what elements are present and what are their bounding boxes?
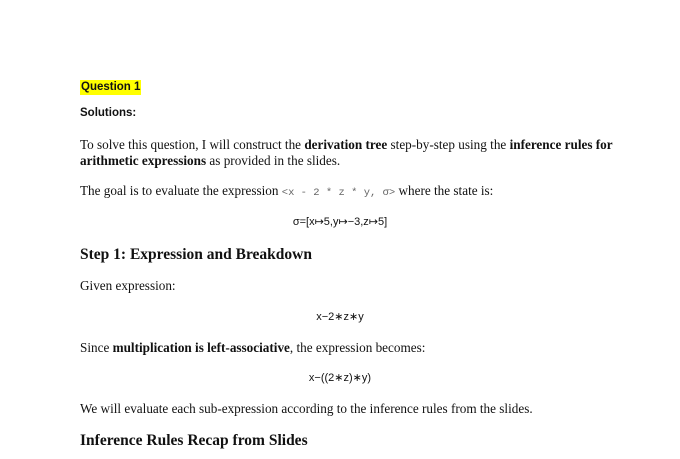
goal-text-1: The goal is to evaluate the expression <box>80 183 282 198</box>
assoc-text-2: , the expression becomes: <box>289 340 426 355</box>
evaluate-paragraph: We will evaluate each sub-expression according to the inference rules from the slides. <box>80 401 533 416</box>
goal-paragraph <box>80 183 620 201</box>
heading-rules-recap: Inference Rules Recap from Slides <box>80 432 308 449</box>
heading-step-1: Step 1: Expression and Breakdown <box>80 246 312 263</box>
solutions-label: Solutions: <box>80 107 137 119</box>
given-expression-paragraph: Given expression: <box>80 278 176 293</box>
expression-formula: x−2∗z∗y <box>316 311 364 323</box>
intro-bold-inference-rules: inference rules for arithmetic expressions <box>80 137 613 168</box>
assoc-text-1: Since <box>80 340 113 355</box>
goal-text-2: where the state is: <box>395 183 494 198</box>
question-label: Question 1 <box>81 81 141 93</box>
intro-bold-derivation-tree: derivation tree <box>304 137 388 152</box>
assoc-bold: multiplication is left-associative <box>112 340 290 355</box>
intro-text-3: as provided in the slides. <box>206 153 341 168</box>
goal-expression-code: <x - 2 * z * y, σ> <box>281 187 396 199</box>
associativity-formula: x−((2∗z)∗y) <box>308 372 372 384</box>
intro-text-2: step-by-step using the <box>387 137 510 152</box>
intro-text-1: To solve this question, I will construct the <box>80 137 305 152</box>
intro-paragraph <box>80 137 620 169</box>
state-formula: σ=[x↦5,y↦−3,z↦5] <box>292 216 388 228</box>
associativity-paragraph <box>80 340 620 356</box>
